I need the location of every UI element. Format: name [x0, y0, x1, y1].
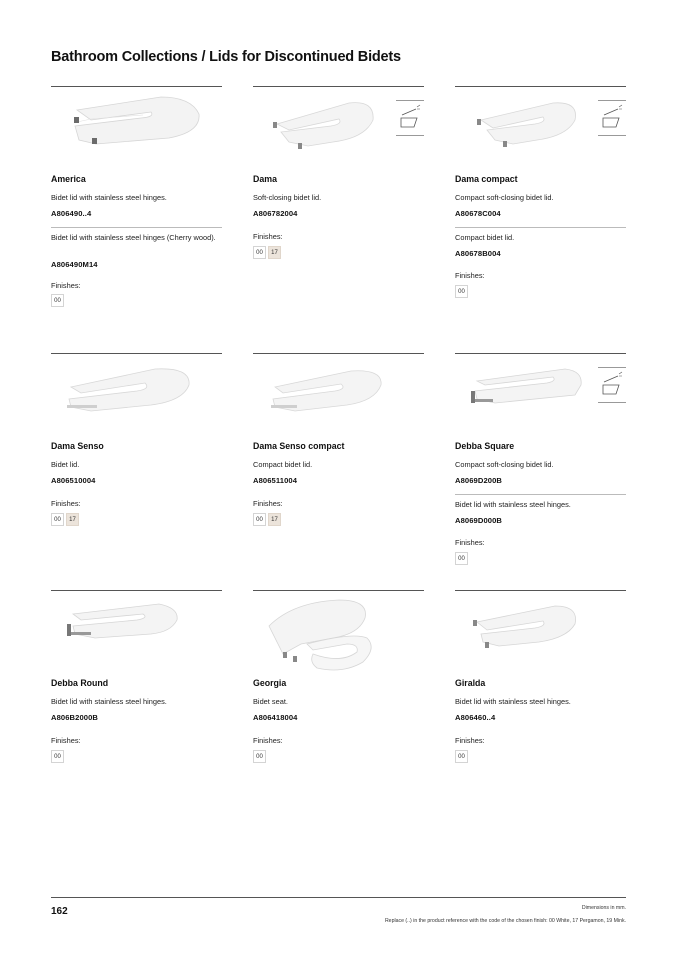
finishes-label: Finishes: — [51, 499, 81, 508]
product-description: Bidet lid. — [51, 460, 80, 469]
finishes-label: Finishes: — [455, 271, 485, 280]
product-name: Debba Round — [51, 678, 109, 688]
footer-rule — [51, 897, 626, 898]
product-image — [51, 592, 222, 676]
product-description-2: Bidet lid with stainless steel hinges (Cherry wood). — [51, 233, 216, 242]
soft-close-icon — [396, 100, 424, 136]
finish-swatches — [455, 552, 468, 565]
product-reference: A8069D200B — [455, 476, 503, 485]
product-name: Giralda — [455, 678, 486, 688]
finishes-label: Finishes: — [253, 736, 283, 745]
product-reference: A80678C004 — [455, 209, 501, 218]
card-top-rule — [253, 86, 424, 87]
product-name: Dama Senso compact — [253, 441, 345, 451]
product-reference: A806B2000B — [51, 713, 99, 722]
product-description: Bidet lid with stainless steel hinges. — [51, 697, 167, 706]
product-reference: A806511004 — [253, 476, 298, 485]
product-card-giralda — [455, 590, 626, 790]
product-card-dama-senso — [51, 353, 222, 573]
finishes-label: Finishes: — [51, 281, 81, 290]
product-reference-2: A8069D000B — [455, 516, 503, 525]
product-reference: A806510004 — [51, 476, 96, 485]
finish-swatch-white[interactable]: 00 — [253, 246, 266, 259]
card-top-rule — [253, 590, 424, 591]
product-card-dama-senso-compact — [253, 353, 424, 573]
product-reference: A806418004 — [253, 713, 298, 722]
product-card-debba-round — [51, 590, 222, 790]
finish-swatch-white[interactable]: 00 — [51, 750, 64, 763]
page-number: 162 — [51, 906, 68, 917]
product-image — [51, 355, 222, 439]
product-description: Compact soft-closing bidet lid. — [455, 193, 554, 202]
product-reference: A806490..4 — [51, 209, 92, 218]
soft-close-icon — [598, 100, 626, 136]
product-card-dama-compact — [455, 86, 626, 326]
finishes-label: Finishes: — [455, 736, 485, 745]
product-name: America — [51, 174, 86, 184]
finish-swatches — [253, 750, 266, 763]
product-card-georgia — [253, 590, 424, 790]
card-top-rule — [455, 590, 626, 591]
card-top-rule — [253, 353, 424, 354]
divider — [455, 494, 626, 495]
product-card-america — [51, 86, 222, 326]
product-name: Debba Square — [455, 441, 515, 451]
product-reference: A806782004 — [253, 209, 298, 218]
finish-swatches — [455, 285, 468, 298]
finish-swatch-pergamon[interactable]: 17 — [66, 513, 79, 526]
product-image — [51, 88, 222, 172]
finish-swatches — [51, 513, 79, 526]
product-description-2: Bidet lid with stainless steel hinges. — [455, 500, 571, 509]
finish-swatches — [51, 294, 64, 307]
finish-swatches — [51, 750, 64, 763]
finish-swatches — [253, 513, 281, 526]
product-reference-2: A80678B004 — [455, 249, 501, 258]
card-top-rule — [51, 86, 222, 87]
finish-swatch-white[interactable]: 00 — [455, 285, 468, 298]
product-image — [455, 592, 626, 676]
card-top-rule — [51, 590, 222, 591]
product-name: Dama Senso — [51, 441, 104, 451]
product-reference: A806460..4 — [455, 713, 496, 722]
finishes-label: Finishes: — [253, 232, 283, 241]
finish-swatch-white[interactable]: 00 — [253, 513, 266, 526]
finish-swatch-white[interactable]: 00 — [51, 294, 64, 307]
finish-swatches — [455, 750, 468, 763]
product-description-2: Compact bidet lid. — [455, 233, 515, 242]
page-title: Bathroom Collections / Lids for Discontinued Bidets — [51, 49, 401, 65]
finish-swatch-white[interactable]: 00 — [253, 750, 266, 763]
finish-swatch-white[interactable]: 00 — [455, 750, 468, 763]
finish-swatch-white[interactable]: 00 — [51, 513, 64, 526]
finish-swatches — [253, 246, 281, 259]
finishes-label: Finishes: — [51, 736, 81, 745]
product-name: Georgia — [253, 678, 287, 688]
product-description: Bidet lid with stainless steel hinges. — [455, 697, 571, 706]
finish-swatch-pergamon[interactable]: 17 — [268, 513, 281, 526]
soft-close-icon — [598, 367, 626, 403]
card-top-rule — [51, 353, 222, 354]
product-description: Compact bidet lid. — [253, 460, 313, 469]
product-card-debba-square — [455, 353, 626, 573]
product-description: Soft-closing bidet lid. — [253, 193, 322, 202]
divider — [455, 227, 626, 228]
product-reference-2: A806490M14 — [51, 260, 98, 269]
product-description: Compact soft-closing bidet lid. — [455, 460, 554, 469]
product-image — [253, 592, 424, 676]
finish-swatch-white[interactable]: 00 — [455, 552, 468, 565]
footer-finish-note: Replace (..) in the product reference with the code of the chosen finish: 00 White, 17 Pergamon, 19 Mink. — [384, 918, 626, 924]
product-card-dama — [253, 86, 424, 326]
divider — [51, 227, 222, 228]
finish-swatch-pergamon[interactable]: 17 — [268, 246, 281, 259]
product-description: Bidet lid with stainless steel hinges. — [51, 193, 167, 202]
card-top-rule — [455, 86, 626, 87]
product-name: Dama compact — [455, 174, 518, 184]
card-top-rule — [455, 353, 626, 354]
finishes-label: Finishes: — [455, 538, 485, 547]
product-image — [253, 355, 424, 439]
footer-dimensions-note: Dimensions in mm. — [581, 905, 626, 911]
finishes-label: Finishes: — [253, 499, 283, 508]
product-description: Bidet seat. — [253, 697, 288, 706]
product-name: Dama — [253, 174, 277, 184]
